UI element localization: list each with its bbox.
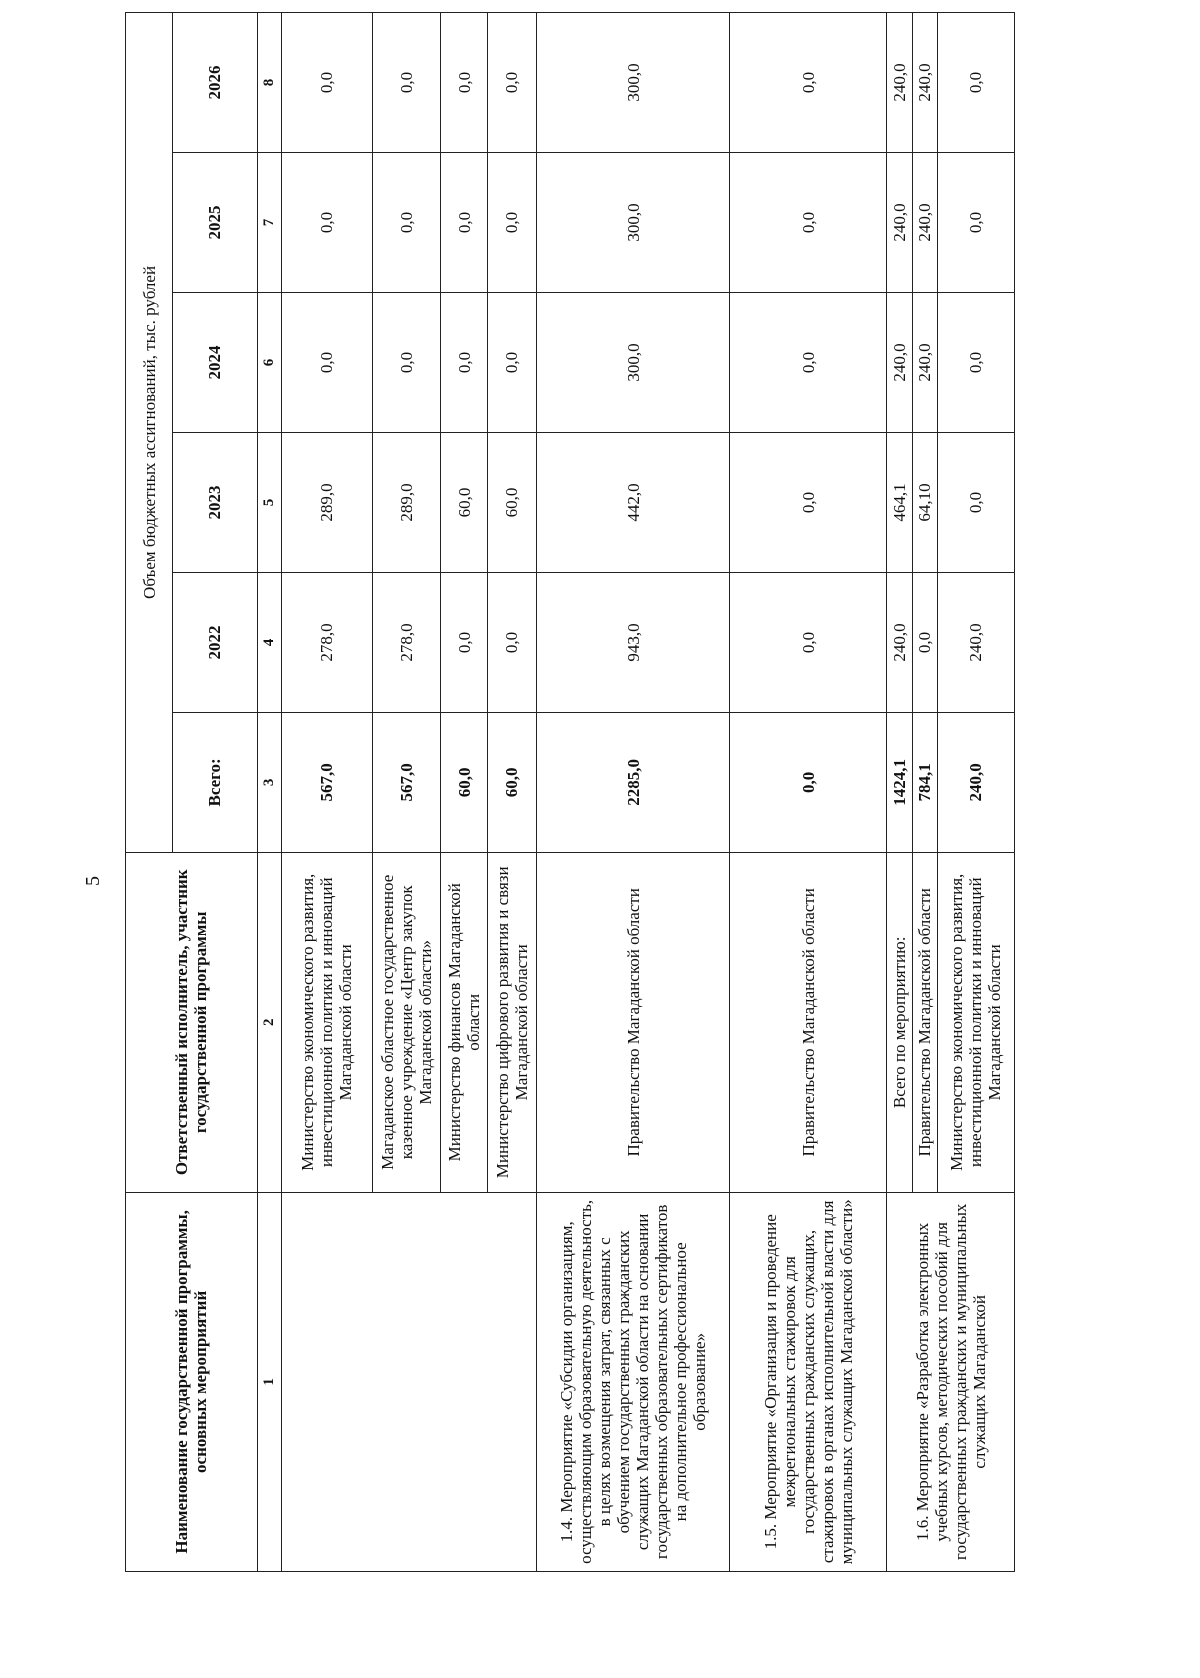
value-2026-cell: 300,0 (537, 13, 730, 153)
budget-table (125, 12, 1015, 1572)
value-2026-cell: 0,0 (441, 13, 487, 153)
value-2025-cell: 240,0 (913, 153, 938, 293)
value-2024-cell: 0,0 (730, 293, 887, 433)
value-2026-cell: 0,0 (937, 13, 1014, 153)
value-2025-cell: 0,0 (282, 153, 372, 293)
total-cell: 2285,0 (537, 712, 730, 852)
total-cell: 240,0 (937, 712, 1014, 852)
value-2024-cell: 0,0 (441, 293, 487, 433)
value-2025-cell: 240,0 (887, 153, 913, 293)
value-2025-cell: 0,0 (441, 153, 487, 293)
value-2026-cell: 240,0 (887, 13, 913, 153)
value-2022-cell: 240,0 (887, 572, 913, 712)
value-2022-cell: 0,0 (730, 572, 887, 712)
header-program-name: Наименование государственной программы, основных мероприятий (126, 1192, 258, 1571)
total-cell: 60,0 (441, 712, 487, 852)
value-2024-cell: 0,0 (282, 293, 372, 433)
value-2022-cell: 0,0 (487, 572, 536, 712)
value-2026-cell: 0,0 (487, 13, 536, 153)
value-2025-cell: 0,0 (487, 153, 536, 293)
value-2023-cell: 0,0 (730, 432, 887, 572)
executor-cell: Правительство Магаданской области (913, 852, 938, 1192)
value-2024-cell: 0,0 (487, 293, 536, 433)
header-year-2023: 2023 (173, 432, 257, 572)
value-2025-cell: 300,0 (537, 153, 730, 293)
executor-cell: Правительство Магаданской области (537, 852, 730, 1192)
value-2024-cell: 0,0 (372, 293, 441, 433)
executor-cell: Министерство цифрового развития и связи Магаданской области (487, 852, 536, 1192)
table-row (887, 13, 913, 1572)
table-row (537, 13, 730, 1572)
executor-cell: Министерство экономического развития, инвестиционной политики и инноваций Магаданской области (282, 852, 372, 1192)
executor-cell: Правительство Магаданской области (730, 852, 887, 1192)
executor-cell: Всего по мероприятию: (887, 852, 913, 1192)
program-name-cell: 1.6. Мероприятие «Разработка электронных учебных курсов, методических пособий для государственных гражданских и муниципальных служащих Магаданской (887, 1192, 1015, 1571)
column-number: 2 (257, 852, 282, 1192)
total-cell: 567,0 (372, 712, 441, 852)
total-cell: 1424,1 (887, 712, 913, 852)
value-2023-cell: 0,0 (937, 432, 1014, 572)
value-2023-cell: 289,0 (372, 432, 441, 572)
table-row (282, 13, 372, 1572)
value-2024-cell: 300,0 (537, 293, 730, 433)
value-2022-cell: 278,0 (372, 572, 441, 712)
value-2026-cell: 240,0 (913, 13, 938, 153)
value-2025-cell: 0,0 (372, 153, 441, 293)
column-number: 6 (257, 293, 282, 433)
page-number: 5 (82, 876, 104, 886)
value-2023-cell: 464,1 (887, 432, 913, 572)
value-2023-cell: 64,10 (913, 432, 938, 572)
value-2022-cell: 0,0 (441, 572, 487, 712)
header-year-2025: 2025 (173, 153, 257, 293)
value-2024-cell: 240,0 (913, 293, 938, 433)
value-2025-cell: 0,0 (730, 153, 887, 293)
executor-cell: Магаданское областное государственное казенное учреждение «Центр закупок Магаданской области» (372, 852, 441, 1192)
table-row (730, 13, 887, 1572)
column-number: 3 (257, 712, 282, 852)
header-budget-volume: Объем бюджетных ассигнований, тыс. рублей (126, 13, 173, 853)
column-number: 5 (257, 432, 282, 572)
program-name-cell (282, 1192, 537, 1571)
value-2022-cell: 278,0 (282, 572, 372, 712)
value-2023-cell: 289,0 (282, 432, 372, 572)
value-2026-cell: 0,0 (372, 13, 441, 153)
value-2022-cell: 943,0 (537, 572, 730, 712)
column-number: 4 (257, 572, 282, 712)
rotated-table-container (125, 12, 1015, 1572)
column-number: 7 (257, 153, 282, 293)
total-cell: 567,0 (282, 712, 372, 852)
total-cell: 0,0 (730, 712, 887, 852)
value-2025-cell: 0,0 (937, 153, 1014, 293)
value-2023-cell: 60,0 (441, 432, 487, 572)
value-2024-cell: 240,0 (887, 293, 913, 433)
header-year-2026: 2026 (173, 13, 257, 153)
executor-cell: Министерство экономического развития, инвестиционной политики и инноваций Магаданской области (937, 852, 1014, 1192)
value-2026-cell: 0,0 (730, 13, 887, 153)
executor-cell: Министерство финансов Магаданской области (441, 852, 487, 1192)
total-cell: 60,0 (487, 712, 536, 852)
header-year-2024: 2024 (173, 293, 257, 433)
header-total: Всего: (173, 712, 257, 852)
program-name-cell: 1.5. Мероприятие «Организация и проведение межрегиональных стажировок для государственных гражданских служащих, стажировок в органах исполнительной власти для муниципальных служащих Магаданской области» (730, 1192, 887, 1571)
value-2026-cell: 0,0 (282, 13, 372, 153)
value-2024-cell: 0,0 (937, 293, 1014, 433)
header-year-2022: 2022 (173, 572, 257, 712)
total-cell: 784,1 (913, 712, 938, 852)
value-2022-cell: 0,0 (913, 572, 938, 712)
column-number: 1 (257, 1192, 282, 1571)
program-name-cell: 1.4. Мероприятие «Субсидии организациям, осуществляющим образовательную деятельность, в целях возмещения затрат, связанных с обучением государственных гражданских служащих Магаданской области на основании государственных образовательных сертификатов на дополнительное профессиональное образование» (537, 1192, 730, 1571)
column-number: 8 (257, 13, 282, 153)
value-2023-cell: 60,0 (487, 432, 536, 572)
value-2023-cell: 442,0 (537, 432, 730, 572)
value-2022-cell: 240,0 (937, 572, 1014, 712)
header-executor: Ответственный исполнитель, участник государственной программы (126, 852, 258, 1192)
